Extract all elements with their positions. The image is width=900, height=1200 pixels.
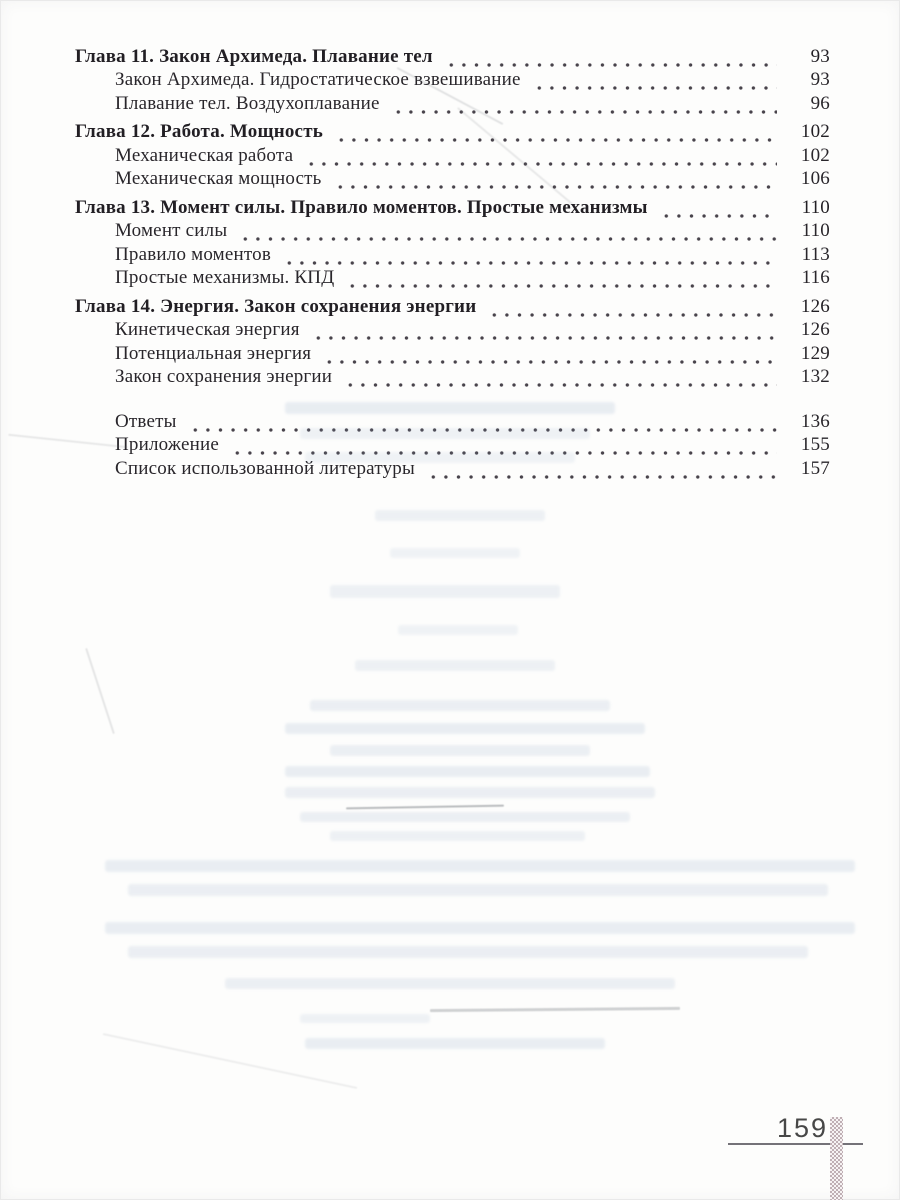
toc-entry-page-number: 106 bbox=[800, 168, 830, 189]
toc-entry bbox=[75, 167, 830, 191]
dot-leader bbox=[388, 95, 777, 115]
toc-entry-label: Приложение bbox=[115, 434, 219, 455]
toc-entry-page-number: 129 bbox=[800, 342, 830, 364]
toc-entry-label: Правило моментов bbox=[115, 243, 272, 265]
dot-leader bbox=[340, 368, 777, 388]
toc-entry-label: Список использованной литературы bbox=[115, 457, 415, 479]
toc-entry bbox=[75, 266, 830, 290]
toc-entry bbox=[75, 365, 830, 389]
ghost-text-line bbox=[375, 510, 545, 521]
toc-entry bbox=[75, 242, 830, 266]
toc-entry bbox=[75, 68, 830, 92]
ghost-text-line bbox=[330, 831, 585, 841]
ghost-text-line bbox=[305, 1038, 605, 1049]
ghost-text-line bbox=[285, 787, 655, 798]
ghost-text-line bbox=[300, 812, 630, 822]
toc-entry-label: Глава 12. Работа. Мощность bbox=[75, 121, 323, 142]
ghost-text-line bbox=[390, 548, 520, 558]
toc-entry bbox=[75, 44, 830, 68]
toc-entry-label: Закон сохранения энергии bbox=[115, 366, 333, 387]
scratch-mark bbox=[346, 805, 504, 810]
toc-entry-label: Момент силы bbox=[115, 220, 228, 241]
toc-entry-label: Закон Архимеда. Гидростатическое взвешивание bbox=[115, 69, 521, 90]
toc-entry-page-number: 93 bbox=[810, 45, 830, 67]
toc-entry-page-number: 110 bbox=[801, 220, 830, 241]
toc-entry-page-number: 113 bbox=[801, 243, 830, 265]
scratch-mark bbox=[430, 1007, 680, 1012]
toc-entry-label: Плавание тел. Воздухоплавание bbox=[115, 92, 380, 114]
ghost-text-line bbox=[285, 402, 615, 414]
ghost-text-line bbox=[330, 585, 560, 598]
dot-leader bbox=[441, 48, 777, 68]
toc-entry-page-number: 93 bbox=[810, 69, 830, 90]
dot-leader bbox=[484, 298, 777, 318]
toc-entry-label: Потенциальная энергия bbox=[115, 342, 312, 364]
ghost-text-line bbox=[310, 700, 610, 711]
toc-entry bbox=[75, 341, 830, 365]
dot-leader bbox=[308, 321, 777, 341]
toc-entry-page-number: 102 bbox=[800, 144, 830, 166]
toc-entry-label: Простые механизмы. КПД bbox=[115, 267, 335, 288]
ghost-text-line bbox=[105, 922, 855, 934]
dot-leader bbox=[331, 123, 777, 143]
toc-entry-page-number: 96 bbox=[810, 92, 830, 114]
toc-entry-label: Механическая работа bbox=[115, 144, 294, 166]
ghost-text-line bbox=[398, 625, 518, 635]
dot-leader bbox=[319, 345, 777, 365]
ghost-text-line bbox=[128, 946, 808, 958]
toc-entry-page-number: 155 bbox=[800, 434, 830, 455]
toc-entry bbox=[75, 195, 830, 219]
dot-leader bbox=[529, 71, 777, 91]
toc-entry-label: Глава 11. Закон Архимеда. Плавание тел bbox=[75, 45, 433, 67]
toc-entry bbox=[75, 318, 830, 342]
scratch-mark bbox=[85, 648, 115, 734]
dot-leader bbox=[342, 269, 777, 289]
toc-entry-label: Механическая мощность bbox=[115, 168, 322, 189]
ghost-text-line bbox=[300, 1014, 430, 1023]
ghost-text-line bbox=[225, 978, 675, 989]
toc-entry-page-number: 126 bbox=[800, 295, 830, 317]
dot-leader bbox=[656, 199, 777, 219]
toc-entry-page-number: 110 bbox=[801, 196, 830, 218]
ghost-text-line bbox=[305, 452, 575, 463]
toc-entry-label: Глава 14. Энергия. Закон сохранения энергии bbox=[75, 295, 477, 317]
toc-entry-page-number: 102 bbox=[800, 121, 830, 142]
ghost-text-line bbox=[285, 723, 645, 734]
toc-entry-page-number: 126 bbox=[800, 319, 830, 340]
ghost-text-line bbox=[105, 860, 855, 872]
toc-entry-label: Ответы bbox=[115, 410, 177, 432]
toc-entry bbox=[75, 219, 830, 243]
ghost-text-line bbox=[300, 428, 590, 439]
toc-entry bbox=[75, 91, 830, 115]
toc-entry-label: Глава 13. Момент силы. Правило моментов. Простые механизмы bbox=[75, 196, 648, 218]
ghost-text-line bbox=[128, 884, 828, 896]
toc-entry bbox=[75, 294, 830, 318]
toc-entry-page-number: 157 bbox=[800, 457, 830, 479]
toc-entry-page-number: 136 bbox=[800, 410, 830, 432]
ghost-text-line bbox=[330, 745, 590, 756]
toc-entry-label: Кинетическая энергия bbox=[115, 319, 300, 340]
ghost-text-line bbox=[355, 660, 555, 671]
page-number: 159 bbox=[776, 1113, 828, 1143]
binding-stripe bbox=[830, 1117, 843, 1200]
dot-leader bbox=[301, 147, 777, 167]
dot-leader bbox=[235, 222, 777, 242]
toc-entry bbox=[75, 143, 830, 167]
dot-leader bbox=[279, 246, 777, 266]
toc-entry-page-number: 132 bbox=[800, 366, 830, 387]
ghost-text-line bbox=[285, 766, 650, 777]
toc-entry-page-number: 116 bbox=[801, 267, 830, 288]
toc-entry bbox=[75, 120, 830, 144]
table-of-contents bbox=[75, 44, 830, 480]
